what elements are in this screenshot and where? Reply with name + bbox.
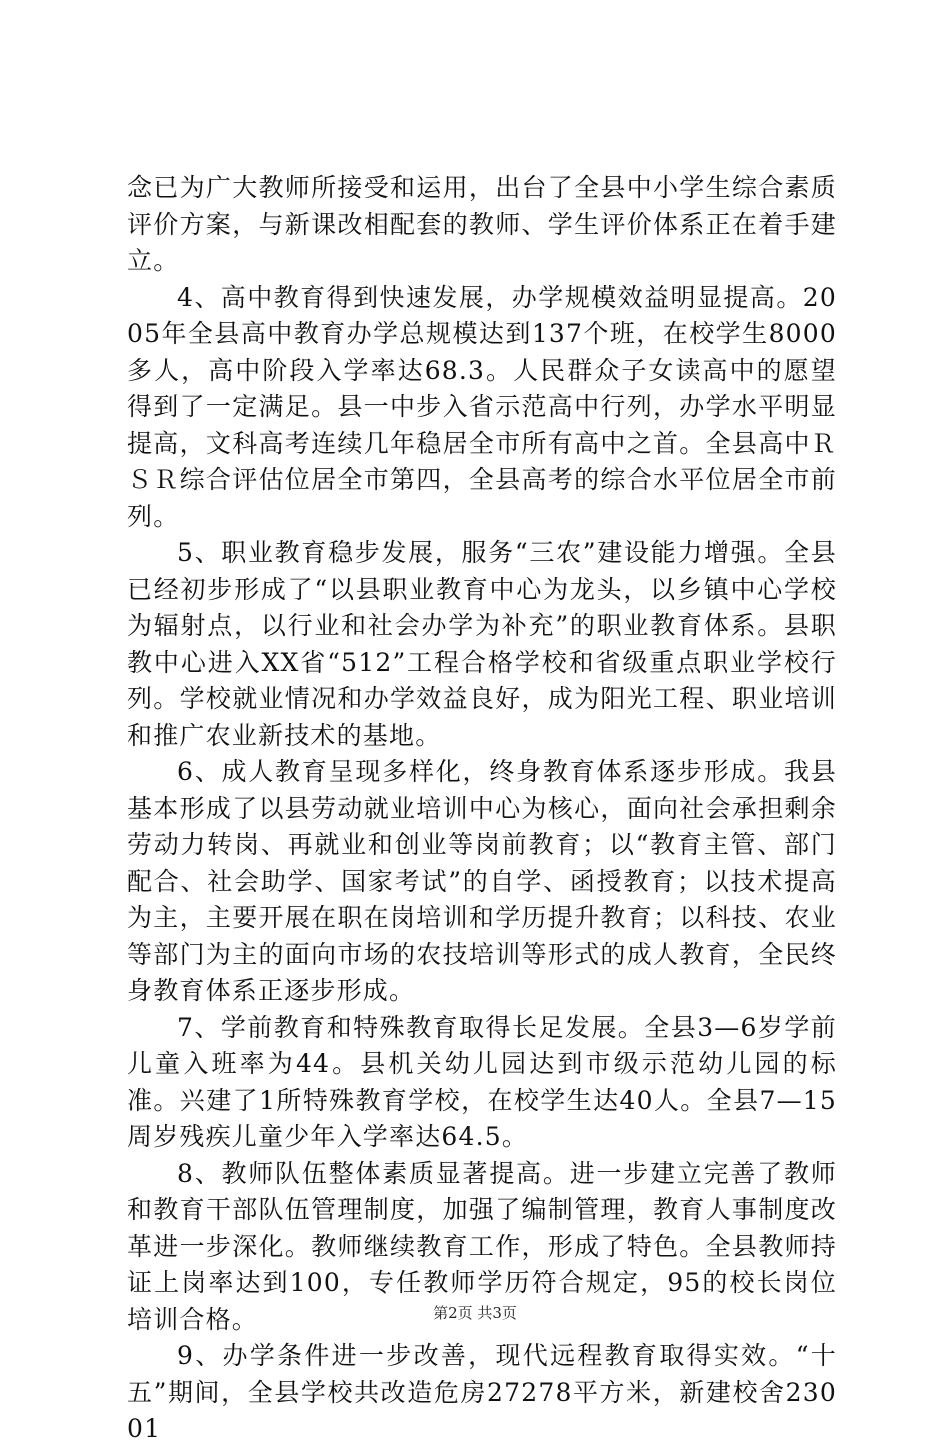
paragraph-7-preschool-special: 7、学前教育和特殊教育取得长足发展。全县3—6岁学前儿童入班率为44。县机关幼儿园达到市级示范幼儿园的标准。兴建了1所特殊教育学校，在校学生达40人。全县7—15周岁残疾儿童少年入学率达64.5。 <box>127 1012 837 1151</box>
paragraph-6-adult: 6、成人教育呈现多样化，终身教育体系逐步形成。我县基本形成了以县劳动就业培训中心为核心，面向社会承担剩余劳动力转岗、再就业和创业等岗前教育；以“教育主管、部门配合、社会助学、国家考试”的自学、函授教育；以技术提高为主，主要开展在职在岗培训和学历提升教育；以科技、农业等部门为主的面向市场的农技培训等形式的成人教育，全民终身教育体系正逐步形成。 <box>127 757 837 1005</box>
paragraph-5-vocational: 5、职业教育稳步发展，服务“三农”建设能力增强。全县已经初步形成了“以县职业教育中心为龙头，以乡镇中心学校为辐射点，以行业和社会办学为补充”的职业教育体系。县职教中心进入XX省“512”工程合格学校和省级重点职业学校行列。学校就业情况和办学效益良好，成为阳光工程、职业培训和推广农业新技术的基地。 <box>127 538 837 750</box>
paragraph-continuation: 念已为广大教师所接受和运用，出台了全县中小学生综合素质评价方案，与新课改相配套的教师、学生评价体系正在着手建立。 <box>127 173 837 275</box>
page-footer: 第2页 共3页 <box>433 1304 517 1322</box>
paragraph-4-high-school: 4、高中教育得到快速发展，办学规模效益明显提高。2005年全县高中教育办学总规模达到137个班，在校学生8000多人，高中阶段入学率达68.3。人民群众子女读高中的愿望得到了一定满足。县一中步入省示范高中行列，办学水平明显提高，文科高考连续几年稳居全市所有高中之首。全县高中ＲＳＲ综合评估位居全市第四，全县高考的综合水平位居全市前列。 <box>127 282 837 531</box>
document-body <box>127 170 837 1448</box>
paragraph-8-teachers: 8、教师队伍整体素质显著提高。进一步建立完善了教师和教育干部队伍管理制度，加强了编制管理，教育人事制度改革进一步深化。教师继续教育工作，形成了特色。全县教师持证上岗率达到100，专任教师学历符合规定，95的校长岗位培训合格。 <box>127 1158 837 1334</box>
paragraph-9-conditions: 9、办学条件进一步改善，现代远程教育取得实效。“十五”期间，全县学校共改造危房27278平方米，新建校舍23001 <box>127 1341 837 1443</box>
